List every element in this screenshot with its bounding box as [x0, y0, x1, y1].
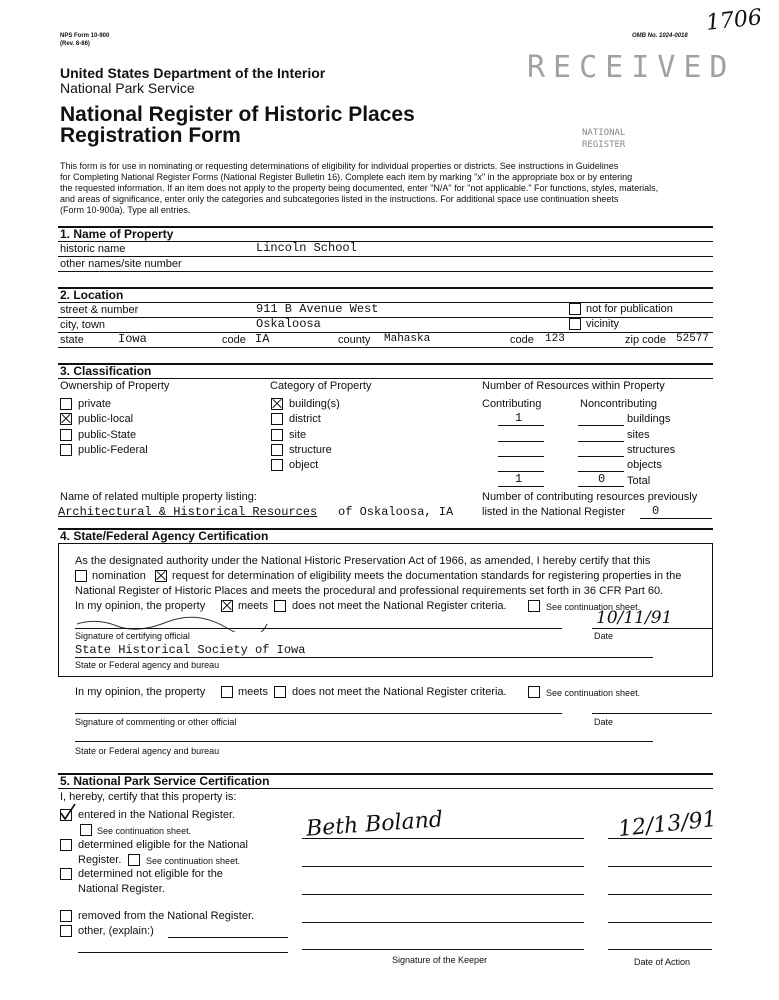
comment-agency-line: [75, 741, 653, 742]
form-revision: (Rev. 8-86): [60, 41, 90, 47]
category-district-checkbox[interactable]: [271, 413, 283, 425]
entered-checkmark: [58, 802, 78, 822]
noncontrib-buildings-line: [578, 425, 624, 426]
comment-continuation-checkbox[interactable]: [528, 686, 540, 698]
comment-agency-label: State or Federal agency and bureau: [75, 746, 220, 756]
ownership-public-federal-checkbox[interactable]: [60, 444, 72, 456]
received-stamp: RECEIVED: [527, 50, 736, 85]
keeper-line-2: [302, 866, 584, 867]
category-building-checkbox[interactable]: [271, 398, 283, 410]
date-of-action-label: Date of Action: [634, 957, 691, 967]
eligible-label-1: determined eligible for the National: [78, 839, 248, 851]
historic-name-label: historic name: [60, 243, 126, 255]
category-building-label: building(s): [289, 398, 340, 410]
nomination-checkbox[interactable]: [75, 570, 87, 582]
comment-opinion-label: In my opinion, the property: [75, 686, 206, 698]
meets-criteria-checkbox[interactable]: [221, 600, 233, 612]
resources-heading: Number of Resources within Property: [482, 380, 665, 392]
state-label: state: [60, 334, 84, 346]
noncontrib-sites-line: [578, 441, 624, 442]
omb-number: OMB No. 1024-0018: [632, 33, 688, 39]
ownership-public-federal-label: public-Federal: [78, 444, 148, 456]
previously-listed-line: [640, 518, 712, 519]
comment-meets-checkbox[interactable]: [221, 686, 233, 698]
previously-listed-label-2: listed in the National Register: [482, 506, 626, 518]
keeper-signature-label: Signature of the Keeper: [392, 955, 488, 965]
contrib-total-value[interactable]: 1: [515, 472, 523, 486]
contrib-total-line: [498, 486, 544, 487]
other-label: other, (explain:): [78, 925, 154, 937]
state-value[interactable]: Iowa: [118, 332, 147, 346]
signature-certifying-label: Signature of certifying official: [75, 631, 190, 641]
category-structure-checkbox[interactable]: [271, 444, 283, 456]
stamp-national: NATIONAL: [582, 128, 626, 138]
date-line: [592, 628, 712, 629]
eligible-continuation-checkbox[interactable]: [128, 854, 140, 866]
rule: [58, 378, 713, 379]
service-name: National Park Service: [60, 80, 195, 96]
res-structures-label: structures: [627, 444, 676, 456]
meets-label: meets: [238, 600, 268, 612]
instructions-line-4: and areas of significance, enter only the categories and subcategories listed in the instructions. For additional space use continuation sheets: [60, 194, 619, 204]
noncontrib-total-line: [578, 486, 624, 487]
other-explain-line-2: [78, 952, 288, 953]
removed-label: removed from the National Register.: [78, 910, 255, 922]
county-code-label: code: [510, 334, 534, 346]
action-line-3: [608, 894, 712, 895]
section-2-title: 2. Location: [60, 288, 124, 302]
eligible-checkbox[interactable]: [60, 839, 72, 851]
res-sites-label: sites: [627, 429, 650, 441]
contrib-buildings-value[interactable]: 1: [515, 411, 523, 425]
county-code-value[interactable]: 123: [545, 333, 565, 345]
vicinity-checkbox[interactable]: [569, 318, 581, 330]
request-determination-checkbox[interactable]: [155, 570, 167, 582]
date-label: Date: [594, 631, 614, 641]
request-determination-label: request for determination of eligibility meets the documentation standards for registering properties in the: [172, 570, 682, 582]
entered-continuation-checkbox[interactable]: [80, 824, 92, 836]
ownership-private-checkbox[interactable]: [60, 398, 72, 410]
section-4-title: 4. State/Federal Agency Certification: [60, 529, 269, 543]
cert-para-line-3: National Register of Historic Places and meets the procedural and professional requirements set forth in 36 CFR Part 60.: [75, 585, 664, 597]
not-eligible-label-1: determined not eligible for the: [78, 868, 223, 880]
county-label: county: [338, 334, 371, 346]
section-3-rule: [58, 363, 713, 365]
county-value[interactable]: Mahaska: [384, 333, 431, 345]
multiple-property-value-rest[interactable]: of Oskaloosa, IA: [338, 505, 454, 519]
date-of-action-value[interactable]: 12/13/91: [616, 806, 718, 843]
keeper-line-1: [302, 838, 584, 839]
form-number: NPS Form 10-900: [60, 33, 110, 39]
rule: [58, 347, 713, 348]
ownership-public-state-checkbox[interactable]: [60, 429, 72, 441]
street-label: street & number: [60, 304, 139, 316]
ownership-public-local-checkbox[interactable]: [60, 413, 72, 425]
comment-date-line: [592, 713, 712, 714]
contrib-structures-line: [498, 456, 544, 457]
comment-does-not-meet-checkbox[interactable]: [274, 686, 286, 698]
zip-value[interactable]: 52577: [676, 333, 710, 345]
rule: [58, 676, 713, 677]
city-label: city, town: [60, 319, 106, 331]
nps-cert-intro: I, hereby, certify that this property is:: [60, 791, 237, 803]
certification-date-value[interactable]: 10/11/91: [596, 608, 673, 628]
contrib-buildings-line: [498, 425, 544, 426]
previously-listed-label-1: Number of contributing resources previously: [482, 491, 698, 503]
does-not-meet-label: does not meet the National Register criteria.: [292, 600, 507, 612]
opinion-label: In my opinion, the property: [75, 600, 206, 612]
noncontributing-heading: Noncontributing: [580, 398, 658, 410]
keeper-signature[interactable]: Beth Boland: [305, 807, 444, 842]
multiple-property-value-underlined[interactable]: Architectural & Historical Resources: [58, 505, 318, 519]
category-district-label: district: [289, 413, 321, 425]
ownership-private-label: private: [78, 398, 112, 410]
ownership-heading: Ownership of Property: [60, 380, 170, 392]
eligible-continuation-label: See continuation sheet.: [146, 856, 241, 866]
res-buildings-label: buildings: [627, 413, 671, 425]
category-object-label: object: [289, 459, 319, 471]
department-name: United States Department of the Interior: [60, 65, 326, 81]
rule: [712, 543, 713, 676]
continuation-sheet-label: See continuation sheet.: [546, 602, 641, 612]
signature-line: [75, 628, 562, 629]
vicinity-label: vicinity: [586, 318, 620, 330]
not-for-publication-label: not for publication: [586, 303, 673, 315]
agency-value[interactable]: State Historical Society of Iowa: [75, 643, 306, 657]
comment-meets-label: meets: [238, 686, 268, 698]
nomination-label: nomination: [92, 570, 146, 582]
keeper-line-5: [302, 949, 584, 950]
ownership-public-state-label: public-State: [78, 429, 137, 441]
historic-name-value[interactable]: Lincoln School: [256, 241, 357, 255]
comment-signature-label: Signature of commenting or other official: [75, 717, 237, 727]
category-site-checkbox[interactable]: [271, 429, 283, 441]
not-for-publication-checkbox[interactable]: [569, 303, 581, 315]
other-explain-line: [168, 937, 288, 938]
continuation-sheet-checkbox[interactable]: [528, 600, 540, 612]
city-value[interactable]: Oskaloosa: [256, 317, 321, 331]
comment-continuation-label: See continuation sheet.: [546, 688, 641, 698]
res-total-label: Total: [627, 475, 651, 487]
not-eligible-checkbox[interactable]: [60, 868, 72, 880]
category-structure-label: structure: [289, 444, 332, 456]
res-objects-label: objects: [627, 459, 662, 471]
section-5-title: 5. National Park Service Certification: [60, 774, 270, 788]
other-checkbox[interactable]: [60, 925, 72, 937]
comment-signature-line: [75, 713, 562, 714]
comment-does-not-meet-label: does not meet the National Register criteria.: [292, 686, 507, 698]
eligible-label-2: Register.: [78, 854, 122, 866]
entered-label: entered in the National Register.: [78, 809, 236, 821]
section-1-title: 1. Name of Property: [60, 227, 174, 241]
category-site-label: site: [289, 429, 307, 441]
zip-label: zip code: [625, 334, 666, 346]
instructions-line-3: the requested information. If an item does not apply to the property being documented, enter "N/A" for "not applicable." For functions, styles, materials,: [60, 183, 659, 193]
code-label: code: [222, 334, 246, 346]
action-line-1: [608, 838, 712, 839]
handwritten-number: 1706: [704, 5, 764, 36]
not-eligible-label-2: National Register.: [78, 883, 165, 895]
multiple-property-label: Name of related multiple property listing:: [60, 491, 257, 503]
section-2-rule: [58, 287, 713, 289]
entered-continuation-label: See continuation sheet.: [97, 826, 192, 836]
instructions-line-5: (Form 10-900a). Type all entries.: [60, 205, 191, 215]
form-subtitle: Registration Form: [60, 124, 241, 147]
removed-checkbox[interactable]: [60, 910, 72, 922]
rule: [58, 543, 713, 544]
rule: [58, 256, 713, 257]
action-line-2: [608, 866, 712, 867]
rule: [58, 271, 713, 272]
noncontrib-structures-line: [578, 456, 624, 457]
certifying-signature-scribble: [75, 612, 275, 632]
instructions-line-2: for Completing National Register Forms (National Register Bulletin 16). Complete each item by marking "x" in the appropriate box or by entering: [60, 172, 633, 182]
cert-para-line-1: As the designated authority under the National Historic Preservation Act of 1966, as amended, I hereby certify that this: [75, 555, 651, 567]
instructions-line-1: This form is for use in nominating or requesting determinations of eligibility for individual properties or districts. See instructions in Guidelines: [60, 161, 619, 171]
action-line-5: [608, 949, 712, 950]
keeper-line-4: [302, 922, 584, 923]
previously-listed-value[interactable]: 0: [652, 504, 660, 518]
stamp-register: REGISTER: [582, 140, 626, 150]
does-not-meet-checkbox[interactable]: [274, 600, 286, 612]
contrib-sites-line: [498, 441, 544, 442]
form-title: National Register of Historic Places: [60, 103, 415, 126]
rule: [58, 543, 59, 676]
category-heading: Category of Property: [270, 380, 372, 392]
ownership-public-local-label: public-local: [78, 413, 134, 425]
state-code-value[interactable]: IA: [255, 332, 270, 346]
agency-line: [75, 657, 653, 658]
rule: [58, 241, 713, 242]
agency-label: State or Federal agency and bureau: [75, 660, 220, 670]
section-3-title: 3. Classification: [60, 364, 152, 378]
category-object-checkbox[interactable]: [271, 459, 283, 471]
rule: [58, 788, 713, 789]
action-line-4: [608, 922, 712, 923]
street-value[interactable]: 911 B Avenue West: [256, 302, 379, 316]
keeper-line-3: [302, 894, 584, 895]
contributing-heading: Contributing: [482, 398, 542, 410]
comment-date-label: Date: [594, 717, 614, 727]
noncontrib-total-value[interactable]: 0: [598, 472, 606, 486]
other-names-label: other names/site number: [60, 258, 182, 270]
